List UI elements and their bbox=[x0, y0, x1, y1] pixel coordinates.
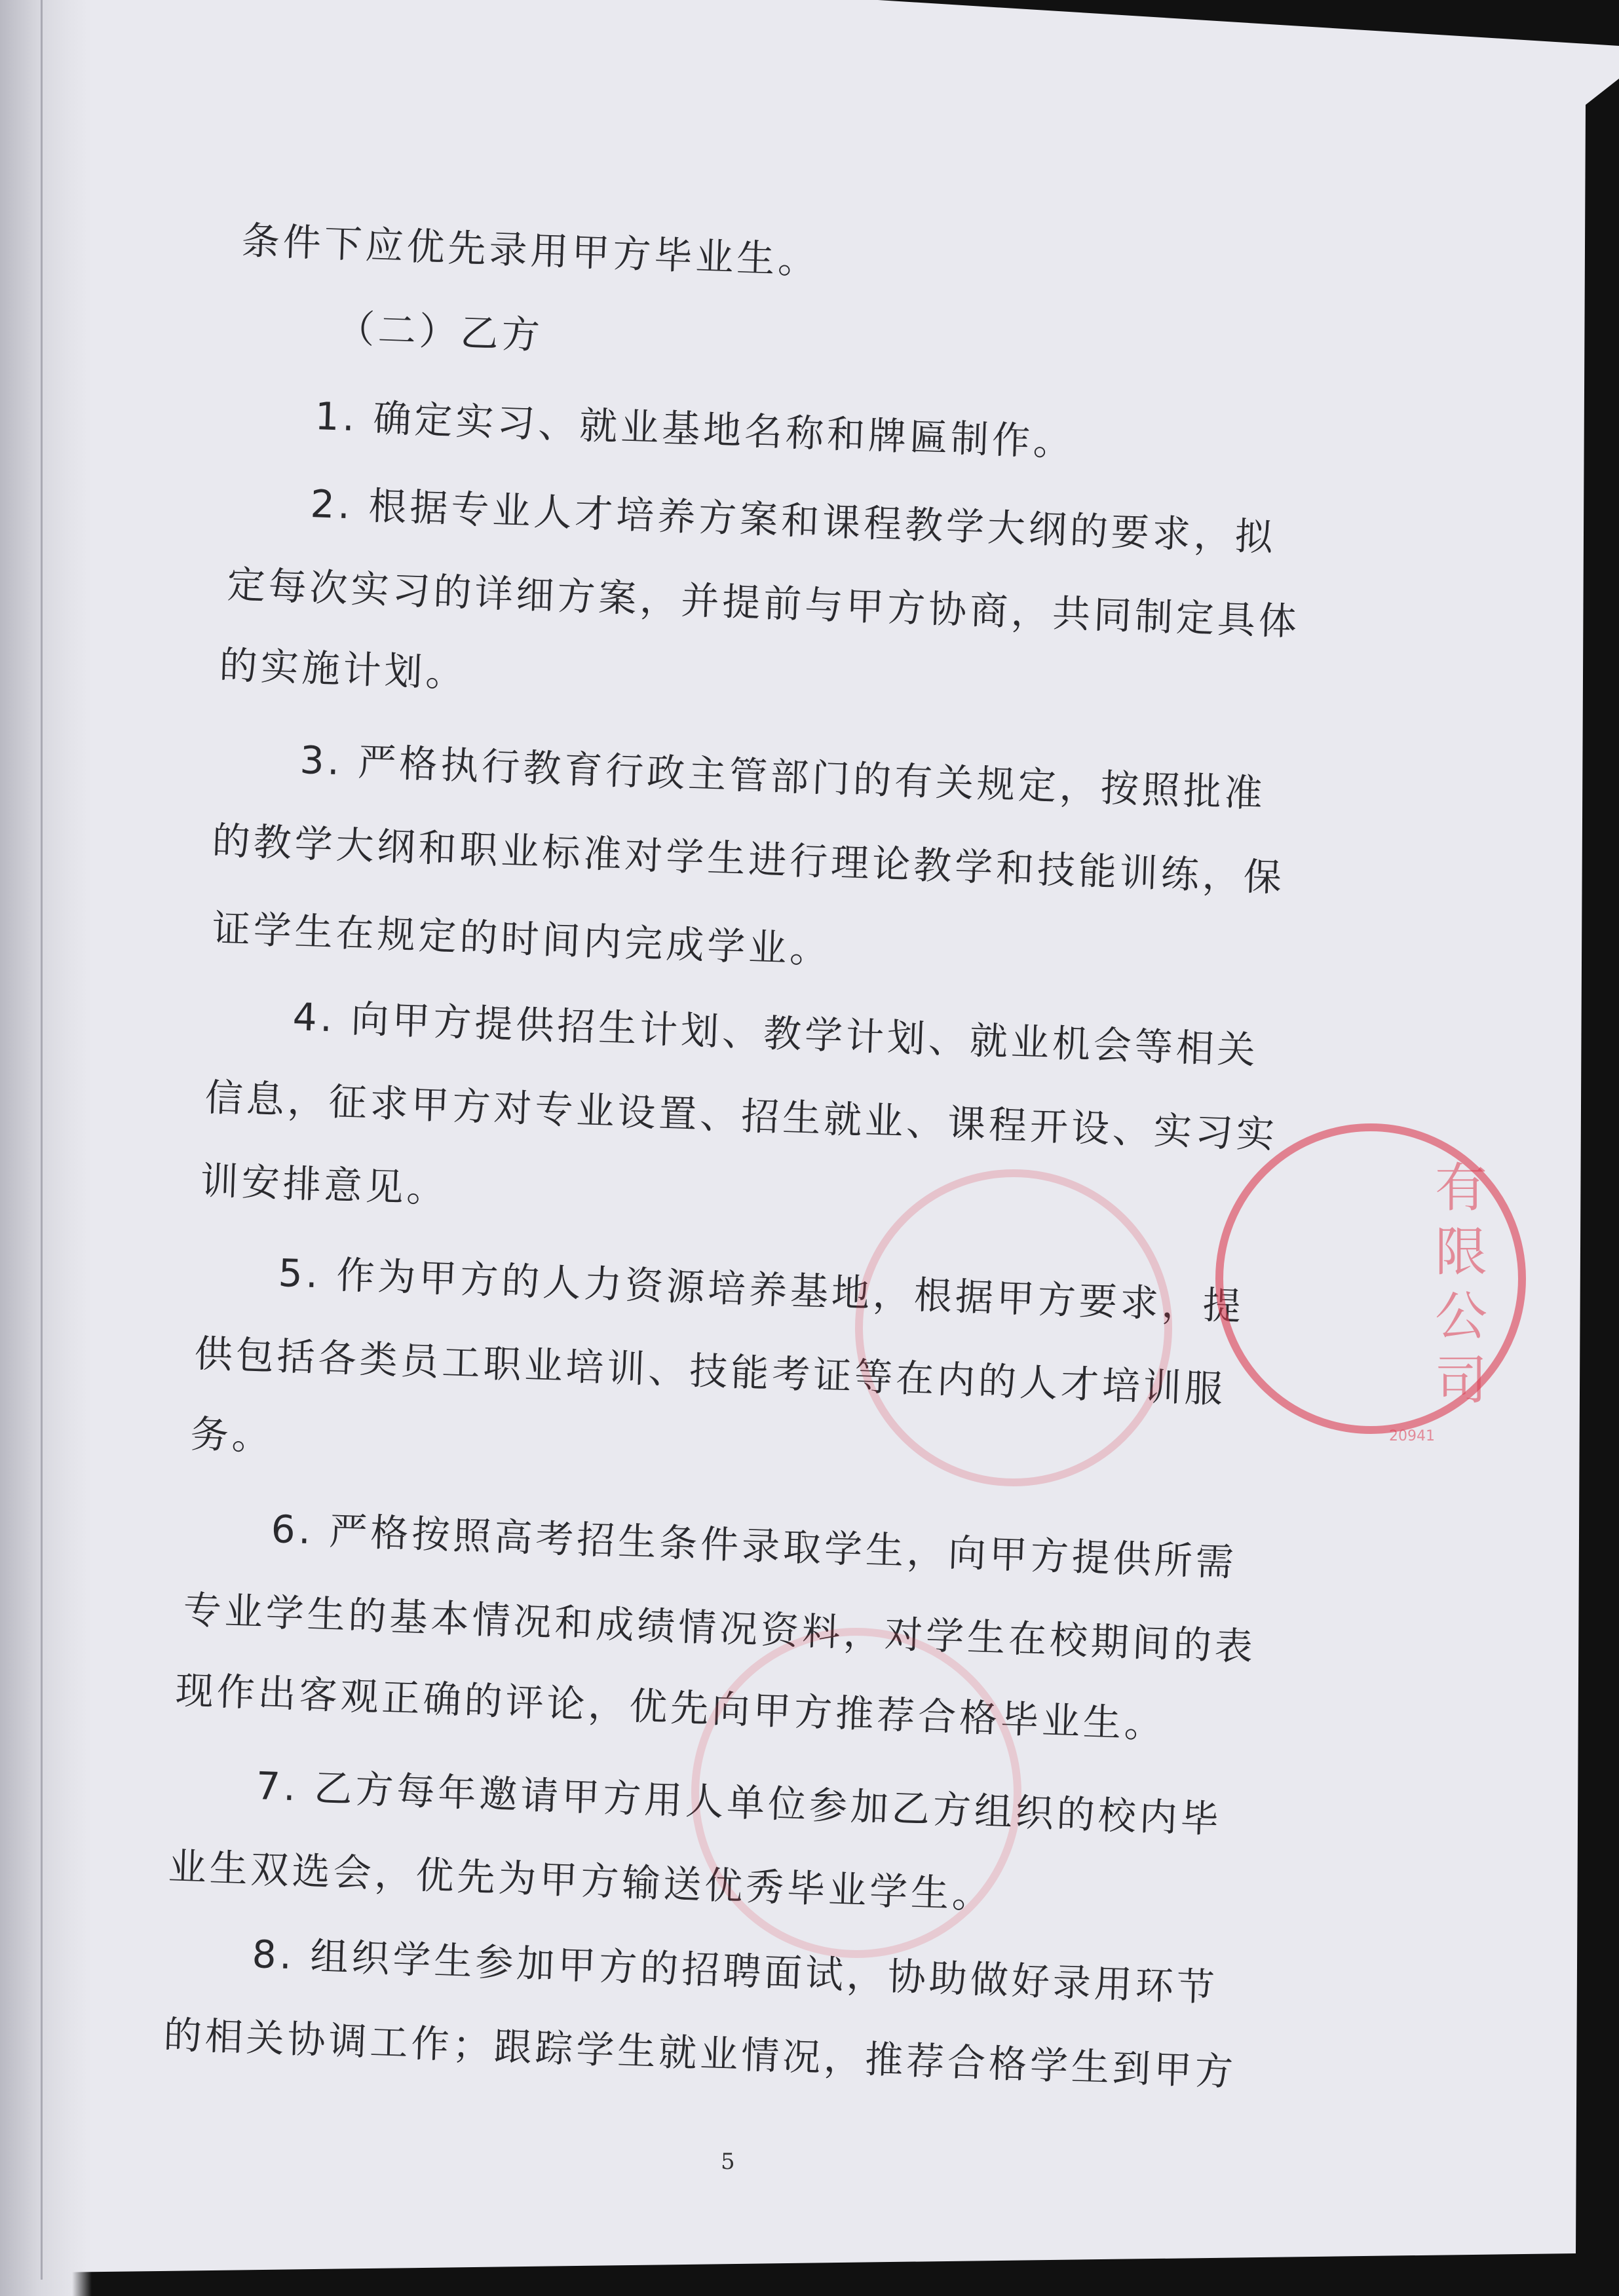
text-line: 训安排意见。 bbox=[199, 1158, 449, 1212]
text-line: 2. 根据专业人才培养方案和课程教学大纲的要求，拟 bbox=[309, 481, 1277, 560]
text-line: 现作出客观正确的评论，优先向甲方推荐合格毕业生。 bbox=[174, 1668, 1167, 1747]
faded-seal-stamp bbox=[855, 1169, 1172, 1486]
faded-seal-stamp bbox=[691, 1628, 1021, 1958]
text-line: 5. 作为甲方的人力资源培养基地，根据甲方要求，提 bbox=[277, 1251, 1245, 1329]
text-line: 3. 严格执行教育行政主管部门的有关规定，按照批准 bbox=[299, 738, 1267, 816]
text-line: 的相关协调工作；跟踪学生就业情况，推荐合格学生到甲方 bbox=[162, 2012, 1238, 2095]
text-line: 的教学大纲和职业标准对学生进行理论教学和技能训练，保 bbox=[211, 818, 1286, 901]
text-line: 6. 严格按照高考招生条件录取学生，向甲方提供所需 bbox=[270, 1507, 1238, 1585]
seal-text: 有限公司 bbox=[1435, 1157, 1487, 1411]
page-number: 5 bbox=[721, 2149, 735, 2175]
text-line: 业生双选会，优先为甲方输送优秀毕业学生。 bbox=[167, 1844, 995, 1917]
text-line: 1. 确定实习、就业基地名称和牌匾制作。 bbox=[314, 394, 1076, 465]
text-line: 4. 向甲方提供招生计划、教学计划、就业机会等相关 bbox=[292, 994, 1259, 1073]
text-line: 定每次实习的详细方案，并提前与甲方协商，共同制定具体 bbox=[226, 562, 1301, 645]
section-heading: （二）乙方 bbox=[335, 306, 544, 358]
text-line: 条件下应优先录用甲方毕业生。 bbox=[240, 218, 820, 283]
text-line: 务。 bbox=[189, 1412, 274, 1459]
text-line: 专业学生的基本情况和成绩情况资料，对学生在校期间的表 bbox=[182, 1587, 1257, 1670]
text-line: 7. 乙方每年邀请甲方用人单位参加乙方组织的校内毕 bbox=[255, 1763, 1223, 1842]
text-line: 供包括各类员工职业培训、技能考证等在内的人才培训服 bbox=[193, 1331, 1227, 1412]
binding-shadow bbox=[0, 0, 92, 2296]
binding-fold bbox=[41, 0, 43, 2280]
text-line: 信息，征求甲方对专业设置、招生就业、课程开设、实习实 bbox=[204, 1075, 1279, 1157]
seal-number: 20941 bbox=[1389, 1428, 1435, 1444]
text-line: 8. 组织学生参加甲方的招聘面试，协助做好录用环节 bbox=[251, 1932, 1219, 2010]
text-line: 的实施计划。 bbox=[218, 643, 468, 696]
text-line: 证学生在规定的时间内完成学业。 bbox=[211, 906, 832, 972]
